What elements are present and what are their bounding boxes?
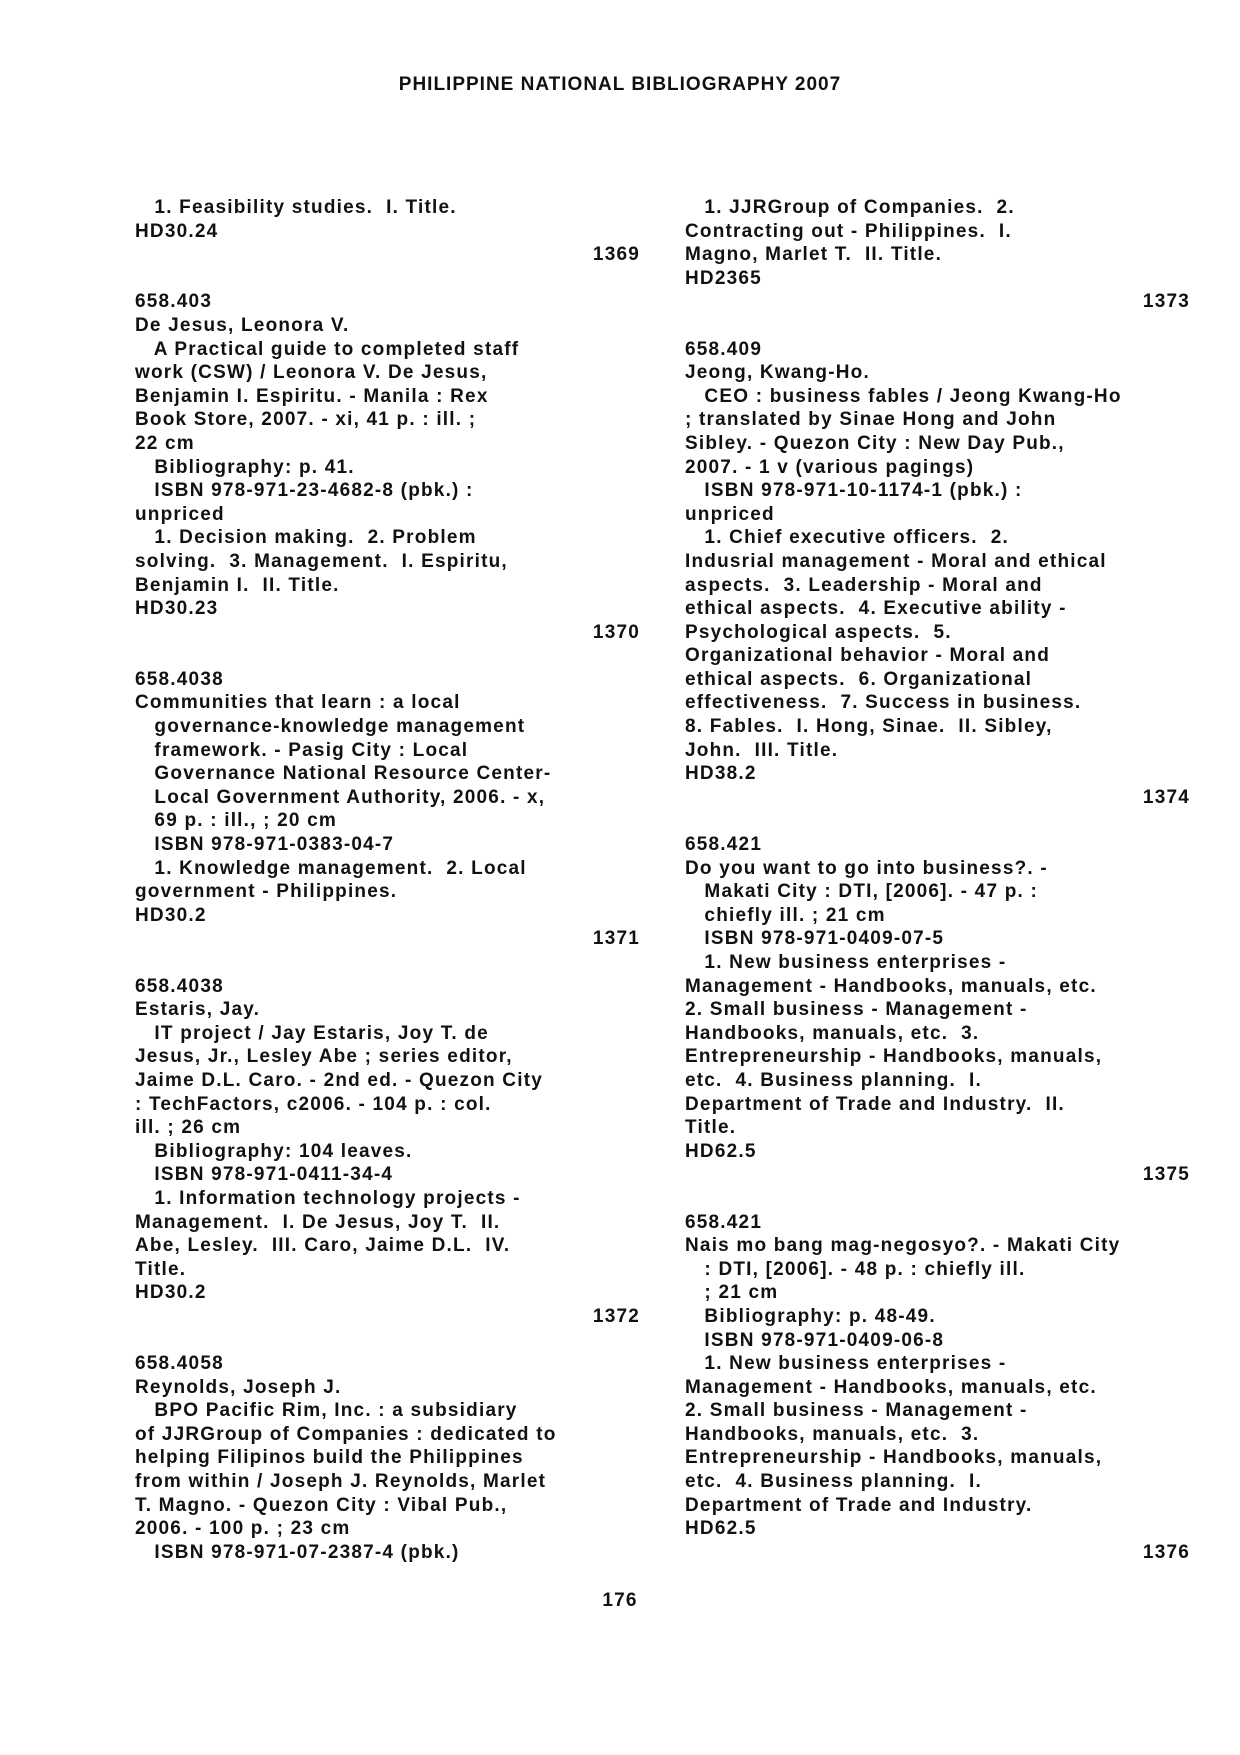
- entry-line: HD30.24: [135, 220, 219, 242]
- entry-line: governance-knowledge management: [135, 716, 526, 738]
- entry-line: : DTI, [2006]. - 48 p. : chiefly ill.: [685, 1258, 1026, 1280]
- entry-line: Psychological aspects. 5.: [685, 621, 952, 643]
- entry-line: De Jesus, Leonora V.: [135, 314, 350, 336]
- entry-line: Entrepreneurship - Handbooks, manuals,: [685, 1447, 1103, 1469]
- entry-line: HD62.5: [685, 1518, 757, 1540]
- entry-line: of JJRGroup of Companies : dedicated to: [135, 1423, 557, 1445]
- entry-line: Benjamin I. II. Title.: [135, 574, 340, 596]
- entry-line: Local Government Authority, 2006. - x,: [135, 786, 546, 808]
- entry-line: chiefly ill. ; 21 cm: [685, 904, 886, 926]
- entry-line: 1. New business enterprises -: [685, 1353, 1007, 1375]
- entry-line: 1. JJRGroup of Companies. 2.: [685, 197, 1015, 218]
- entry-line: ISBN 978-971-10-1174-1 (pbk.) :: [685, 480, 1023, 502]
- entry-line: A Practical guide to completed staff: [135, 338, 520, 360]
- entry-line: Sibley. - Quezon City : New Day Pub.,: [685, 432, 1065, 454]
- entry-line: ISBN 978-971-07-2387-4 (pbk.): [135, 1541, 460, 1563]
- entry-line: Communities that learn : a local: [135, 692, 461, 714]
- entry-line: ; 21 cm: [685, 1282, 779, 1304]
- entry-line: aspects. 3. Leadership - Moral and: [685, 574, 1043, 596]
- entry-line: from within / Joseph J. Reynolds, Marlet: [135, 1471, 547, 1493]
- entry-line: Do you want to go into business?. -: [685, 857, 1048, 879]
- entry-line: 658.421: [685, 1211, 763, 1233]
- entry-line: Department of Trade and Industry. II.: [685, 1093, 1065, 1115]
- entry-separator: [135, 267, 640, 291]
- entry-line: IT project / Jay Estaris, Joy T. de: [135, 1022, 489, 1044]
- entry-line: 658.4038: [135, 975, 224, 997]
- entry-line: ; translated by Sinae Hong and John: [685, 409, 1057, 431]
- entry-line: Entrepreneurship - Handbooks, manuals,: [685, 1046, 1103, 1068]
- entry-line: ISBN 978-971-0383-04-7: [135, 834, 395, 856]
- entry-line: T. Magno. - Quezon City : Vibal Pub.,: [135, 1494, 508, 1516]
- entry-line: 2006. - 100 p. ; 23 cm: [135, 1518, 351, 1540]
- entry-line: Handbooks, manuals, etc. 3.: [685, 1022, 980, 1044]
- bibliography-column-right: [685, 196, 1190, 1564]
- entry-separator: [685, 314, 1190, 338]
- entry-line: Management - Handbooks, manuals, etc.: [685, 1376, 1097, 1398]
- entry-separator: [685, 809, 1190, 833]
- entry-line: ethical aspects. 4. Executive ability -: [685, 598, 1067, 620]
- entry-line: 22 cm: [135, 432, 195, 454]
- entry-line: effectiveness. 7. Success in business.: [685, 692, 1082, 714]
- entry-line: 658.4038: [135, 668, 224, 690]
- entry-line: framework. - Pasig City : Local: [135, 739, 469, 761]
- entry-line: 1. Decision making. 2. Problem: [135, 527, 477, 549]
- entry-line: 1. New business enterprises -: [685, 952, 1007, 973]
- entry-line: BPO Pacific Rim, Inc. : a subsidiary: [135, 1400, 518, 1422]
- entry-number: 1375: [1142, 1164, 1190, 1186]
- entry-line: ISBN 978-971-23-4682-8 (pbk.) :: [135, 480, 474, 502]
- entry-line: Estaris, Jay.: [135, 999, 261, 1021]
- entry-line: 2. Small business - Management -: [685, 1400, 1028, 1422]
- entry-line: Title.: [685, 1117, 737, 1139]
- bibliography-column-left: [135, 196, 640, 1564]
- entry-line: ethical aspects. 6. Organizational: [685, 668, 1033, 690]
- entry-line: 1. Information technology projects -: [135, 1187, 521, 1209]
- entry-number: 1371: [592, 928, 640, 950]
- entry-line: Bibliography: 104 leaves.: [135, 1140, 413, 1162]
- entry-line: etc. 4. Business planning. I.: [685, 1471, 982, 1493]
- entry-line: Reynolds, Joseph J.: [135, 1376, 342, 1398]
- entry-line: Bibliography: p. 41.: [135, 456, 355, 478]
- entry-line: Makati City : DTI, [2006]. - 47 p. :: [685, 881, 1038, 903]
- entry-number: 1374: [1142, 786, 1190, 808]
- entry-line: HD38.2: [685, 763, 757, 785]
- entry-line: HD30.23: [135, 598, 219, 620]
- entry-separator: [135, 644, 640, 668]
- entry-line: solving. 3. Management. I. Espiritu,: [135, 550, 508, 572]
- entry-line: 658.421: [685, 834, 763, 856]
- entry-line: Bibliography: p. 48-49.: [685, 1305, 936, 1327]
- entry-line: etc. 4. Business planning. I.: [685, 1069, 982, 1091]
- entry-line: HD30.2: [135, 1282, 207, 1304]
- entry-line: 658.409: [685, 338, 763, 360]
- entry-line: ISBN 978-971-0411-34-4: [135, 1164, 394, 1186]
- entry-line: 1. Knowledge management. 2. Local: [135, 857, 527, 879]
- entry-line: work (CSW) / Leonora V. De Jesus,: [135, 362, 488, 384]
- entry-separator: [685, 1187, 1190, 1211]
- entry-line: government - Philippines.: [135, 881, 398, 903]
- entry-line: HD62.5: [685, 1140, 757, 1162]
- entry-line: 1. Feasibility studies. I. Title.: [135, 197, 457, 218]
- entry-line: Jaime D.L. Caro. - 2nd ed. - Quezon City: [135, 1069, 543, 1091]
- page-title: PHILIPPINE NATIONAL BIBLIOGRAPHY 2007: [398, 74, 842, 95]
- entry-line: 658.4058: [135, 1353, 224, 1375]
- entry-line: Title.: [135, 1258, 187, 1280]
- entry-line: Management - Handbooks, manuals, etc.: [685, 975, 1097, 997]
- entry-line: 2. Small business - Management -: [685, 999, 1028, 1021]
- entry-line: 1. Chief executive officers. 2.: [685, 527, 1009, 549]
- entry-line: Governance National Resource Center-: [135, 763, 552, 785]
- entry-line: ISBN 978-971-0409-07-5: [685, 928, 945, 950]
- entry-line: Jeong, Kwang-Ho.: [685, 362, 870, 384]
- entry-line: Book Store, 2007. - xi, 41 p. : ill. ;: [135, 409, 477, 431]
- entry-number: 1372: [592, 1305, 640, 1327]
- entry-line: CEO : business fables / Jeong Kwang-Ho: [685, 385, 1122, 407]
- entry-line: Benjamin I. Espiritu. - Manila : Rex: [135, 385, 489, 407]
- entry-separator: [135, 951, 640, 975]
- entry-line: Contracting out - Philippines. I.: [685, 220, 1012, 242]
- entry-number: 1376: [1142, 1541, 1190, 1563]
- entry-line: ill. ; 26 cm: [135, 1117, 242, 1139]
- entry-number: 1370: [592, 621, 640, 643]
- entry-line: Department of Trade and Industry.: [685, 1494, 1033, 1516]
- entry-line: 8. Fables. I. Hong, Sinae. II. Sibley,: [685, 716, 1053, 738]
- entry-line: unpriced: [135, 503, 225, 525]
- entry-line: Jesus, Jr., Lesley Abe ; series editor,: [135, 1046, 513, 1068]
- entry-line: HD30.2: [135, 904, 207, 926]
- entry-number: 1369: [592, 244, 640, 266]
- page-number: 176: [602, 1590, 638, 1611]
- entry-line: Indusrial management - Moral and ethical: [685, 550, 1107, 572]
- entry-line: Management. I. De Jesus, Joy T. II.: [135, 1211, 501, 1233]
- entry-line: Nais mo bang mag-negosyo?. - Makati City: [685, 1235, 1121, 1257]
- entry-number: 1373: [1142, 291, 1190, 313]
- entry-line: 658.403: [135, 291, 213, 313]
- entry-line: helping Filipinos build the Philippines: [135, 1447, 524, 1469]
- entry-line: unpriced: [685, 503, 775, 525]
- entry-line: ISBN 978-971-0409-06-8: [685, 1329, 945, 1351]
- entry-line: Magno, Marlet T. II. Title.: [685, 244, 943, 266]
- entry-line: John. III. Title.: [685, 739, 839, 761]
- entry-line: Abe, Lesley. III. Caro, Jaime D.L. IV.: [135, 1235, 511, 1257]
- entry-line: Handbooks, manuals, etc. 3.: [685, 1423, 980, 1445]
- entry-line: 2007. - 1 v (various pagings): [685, 456, 975, 478]
- entry-line: Organizational behavior - Moral and: [685, 645, 1051, 667]
- entry-line: : TechFactors, c2006. - 104 p. : col.: [135, 1093, 492, 1115]
- entry-separator: [135, 1329, 640, 1353]
- entry-line: HD2365: [685, 267, 762, 289]
- entry-line: 69 p. : ill., ; 20 cm: [135, 810, 337, 832]
